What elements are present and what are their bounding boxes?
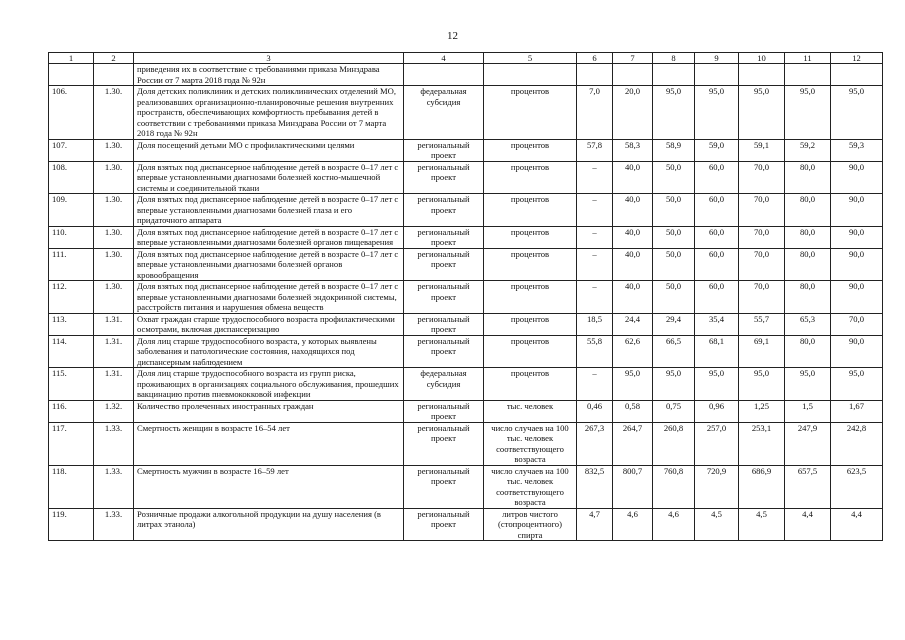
value-cell xyxy=(613,64,653,86)
funding-source: региональный проект xyxy=(404,139,484,161)
value-cell: 257,0 xyxy=(695,422,739,465)
funding-source: региональный проект xyxy=(404,508,484,541)
value-cell: 40,0 xyxy=(613,161,653,194)
value-cell: 55,8 xyxy=(577,335,613,368)
value-cell: 242,8 xyxy=(831,422,883,465)
value-cell: 267,3 xyxy=(577,422,613,465)
value-cell: 57,8 xyxy=(577,139,613,161)
value-cell: 35,4 xyxy=(695,313,739,335)
value-cell: 40,0 xyxy=(613,248,653,281)
value-cell: 58,9 xyxy=(653,139,695,161)
funding-source: региональный проект xyxy=(404,400,484,422)
unit-of-measure: процентов xyxy=(484,248,577,281)
value-cell: 832,5 xyxy=(577,465,613,508)
table-row xyxy=(49,86,883,140)
value-cell: 18,5 xyxy=(577,313,613,335)
table-row xyxy=(49,194,883,227)
value-cell: 95,0 xyxy=(739,86,785,140)
column-header: 7 xyxy=(613,53,653,64)
value-cell: 29,4 xyxy=(653,313,695,335)
value-cell: 50,0 xyxy=(653,194,695,227)
value-cell: 4,6 xyxy=(613,508,653,541)
section-code xyxy=(94,64,134,86)
value-cell: 70,0 xyxy=(739,281,785,314)
row-number: 106. xyxy=(49,86,94,140)
value-cell: 80,0 xyxy=(785,335,831,368)
value-cell: 95,0 xyxy=(785,368,831,401)
value-cell: 95,0 xyxy=(613,368,653,401)
value-cell: 50,0 xyxy=(653,281,695,314)
value-cell: 90,0 xyxy=(831,281,883,314)
value-cell: 69,1 xyxy=(739,335,785,368)
section-code: 1.31. xyxy=(94,313,134,335)
unit-of-measure: процентов xyxy=(484,335,577,368)
row-number: 109. xyxy=(49,194,94,227)
value-cell: 59,3 xyxy=(831,139,883,161)
indicator-name: Смертность мужчин в возрасте 16–59 лет xyxy=(134,465,404,508)
value-cell: 80,0 xyxy=(785,194,831,227)
indicators-table xyxy=(48,52,883,541)
value-cell: 95,0 xyxy=(785,86,831,140)
unit-of-measure: процентов xyxy=(484,281,577,314)
funding-source: региональный проект xyxy=(404,313,484,335)
value-cell xyxy=(785,64,831,86)
table-row xyxy=(49,368,883,401)
value-cell: – xyxy=(577,194,613,227)
value-cell: 20,0 xyxy=(613,86,653,140)
value-cell: 1,5 xyxy=(785,400,831,422)
value-cell: 623,5 xyxy=(831,465,883,508)
unit-of-measure: процентов xyxy=(484,226,577,248)
indicator-name: Доля взятых под диспансерное наблюдение детей в возрасте 0–17 лет с впервые установленными диагнозами болезней глаза и его придаточного аппарата xyxy=(134,194,404,227)
table-row xyxy=(49,248,883,281)
value-cell: 4,5 xyxy=(695,508,739,541)
section-code: 1.30. xyxy=(94,248,134,281)
value-cell: 70,0 xyxy=(739,161,785,194)
value-cell xyxy=(739,64,785,86)
value-cell: 90,0 xyxy=(831,226,883,248)
value-cell: 760,8 xyxy=(653,465,695,508)
unit-of-measure: литров чистого (стопроцентного) спирта xyxy=(484,508,577,541)
value-cell: 95,0 xyxy=(831,368,883,401)
value-cell xyxy=(653,64,695,86)
page-number: 12 xyxy=(447,30,458,42)
funding-source: федеральная субсидия xyxy=(404,86,484,140)
value-cell: 59,1 xyxy=(739,139,785,161)
value-cell: 90,0 xyxy=(831,335,883,368)
column-header: 6 xyxy=(577,53,613,64)
value-cell: – xyxy=(577,248,613,281)
funding-source: региональный проект xyxy=(404,194,484,227)
value-cell: 70,0 xyxy=(739,194,785,227)
table-row xyxy=(49,313,883,335)
row-number: 110. xyxy=(49,226,94,248)
unit-of-measure: число случаев на 100 тыс. человек соответствующего возраста xyxy=(484,465,577,508)
value-cell: 58,3 xyxy=(613,139,653,161)
value-cell: 59,0 xyxy=(695,139,739,161)
value-cell: 1,25 xyxy=(739,400,785,422)
value-cell: 657,5 xyxy=(785,465,831,508)
unit-of-measure: процентов xyxy=(484,368,577,401)
section-code: 1.30. xyxy=(94,139,134,161)
unit-of-measure: число случаев на 100 тыс. человек соответствующего возраста xyxy=(484,422,577,465)
column-header: 10 xyxy=(739,53,785,64)
value-cell: 95,0 xyxy=(739,368,785,401)
unit-of-measure xyxy=(484,64,577,86)
section-code: 1.30. xyxy=(94,226,134,248)
value-cell: 70,0 xyxy=(739,248,785,281)
column-header: 5 xyxy=(484,53,577,64)
section-code: 1.31. xyxy=(94,368,134,401)
value-cell: 0,96 xyxy=(695,400,739,422)
value-cell: – xyxy=(577,368,613,401)
value-cell: 80,0 xyxy=(785,248,831,281)
value-cell: 50,0 xyxy=(653,248,695,281)
value-cell: 80,0 xyxy=(785,161,831,194)
table-row xyxy=(49,422,883,465)
unit-of-measure: процентов xyxy=(484,313,577,335)
table-row xyxy=(49,281,883,314)
row-number xyxy=(49,64,94,86)
unit-of-measure: тыс. человек xyxy=(484,400,577,422)
funding-source: региональный проект xyxy=(404,335,484,368)
column-header: 8 xyxy=(653,53,695,64)
section-code: 1.30. xyxy=(94,194,134,227)
value-cell: 4,7 xyxy=(577,508,613,541)
column-header: 9 xyxy=(695,53,739,64)
funding-source xyxy=(404,64,484,86)
value-cell: 80,0 xyxy=(785,226,831,248)
column-header: 1 xyxy=(49,53,94,64)
section-code: 1.30. xyxy=(94,161,134,194)
value-cell: 0,58 xyxy=(613,400,653,422)
funding-source: региональный проект xyxy=(404,281,484,314)
section-code: 1.33. xyxy=(94,465,134,508)
value-cell: 68,1 xyxy=(695,335,739,368)
column-header: 4 xyxy=(404,53,484,64)
column-header: 11 xyxy=(785,53,831,64)
value-cell: – xyxy=(577,161,613,194)
funding-source: региональный проект xyxy=(404,465,484,508)
value-cell: 50,0 xyxy=(653,161,695,194)
indicator-name: Доля лиц старше трудоспособного возраста из групп риска, проживающих в организациях социального обслуживания, прошедших вакцинацию против пневмококковой инфекции xyxy=(134,368,404,401)
indicator-name: Смертность женщин в возрасте 16–54 лет xyxy=(134,422,404,465)
unit-of-measure: процентов xyxy=(484,86,577,140)
row-number: 107. xyxy=(49,139,94,161)
table-row xyxy=(49,400,883,422)
column-number-row xyxy=(49,53,883,64)
value-cell: 7,0 xyxy=(577,86,613,140)
value-cell: – xyxy=(577,281,613,314)
column-header: 2 xyxy=(94,53,134,64)
column-header: 12 xyxy=(831,53,883,64)
value-cell: 40,0 xyxy=(613,194,653,227)
funding-source: федеральная субсидия xyxy=(404,368,484,401)
section-code: 1.31. xyxy=(94,335,134,368)
indicator-name: Доля взятых под диспансерное наблюдение детей в возрасте 0–17 лет с впервые установленными диагнозами болезней костно-мышечной системы и соединительной ткани xyxy=(134,161,404,194)
value-cell: 90,0 xyxy=(831,248,883,281)
indicator-name: Доля посещений детьми МО с профилактическими целями xyxy=(134,139,404,161)
value-cell: 55,7 xyxy=(739,313,785,335)
value-cell: 66,5 xyxy=(653,335,695,368)
funding-source: региональный проект xyxy=(404,226,484,248)
table-row xyxy=(49,508,883,541)
value-cell: 4,6 xyxy=(653,508,695,541)
value-cell: 24,4 xyxy=(613,313,653,335)
value-cell: 80,0 xyxy=(785,281,831,314)
value-cell: 686,9 xyxy=(739,465,785,508)
row-number: 108. xyxy=(49,161,94,194)
value-cell: 264,7 xyxy=(613,422,653,465)
table-row xyxy=(49,465,883,508)
value-cell: 60,0 xyxy=(695,248,739,281)
table-row xyxy=(49,64,883,86)
section-code: 1.30. xyxy=(94,281,134,314)
value-cell xyxy=(577,64,613,86)
row-number: 118. xyxy=(49,465,94,508)
value-cell: 40,0 xyxy=(613,281,653,314)
value-cell: 90,0 xyxy=(831,161,883,194)
indicator-name: Доля лиц старше трудоспособного возраста, у которых выявлены заболевания и патологические состояния, находящихся под диспансерным наблюдением xyxy=(134,335,404,368)
row-number: 111. xyxy=(49,248,94,281)
value-cell: 40,0 xyxy=(613,226,653,248)
value-cell: – xyxy=(577,226,613,248)
table-row xyxy=(49,226,883,248)
table-row xyxy=(49,335,883,368)
value-cell: 0,46 xyxy=(577,400,613,422)
indicator-name: Розничные продажи алкогольной продукции на душу населения (в литрах этанола) xyxy=(134,508,404,541)
value-cell: 60,0 xyxy=(695,194,739,227)
value-cell: 65,3 xyxy=(785,313,831,335)
funding-source: региональный проект xyxy=(404,248,484,281)
row-number: 113. xyxy=(49,313,94,335)
value-cell: 0,75 xyxy=(653,400,695,422)
row-number: 115. xyxy=(49,368,94,401)
value-cell: 59,2 xyxy=(785,139,831,161)
section-code: 1.33. xyxy=(94,508,134,541)
indicator-name: Доля взятых под диспансерное наблюдение детей в возрасте 0–17 лет с впервые установленными диагнозами болезней органов пищеварения xyxy=(134,226,404,248)
value-cell: 800,7 xyxy=(613,465,653,508)
value-cell: 62,6 xyxy=(613,335,653,368)
row-number: 117. xyxy=(49,422,94,465)
indicator-name: Доля взятых под диспансерное наблюдение детей в возрасте 0–17 лет с впервые установленными диагнозами болезней эндокринной системы, расстройств питания и нарушения обмена веществ xyxy=(134,281,404,314)
value-cell: 95,0 xyxy=(695,86,739,140)
row-number: 119. xyxy=(49,508,94,541)
funding-source: региональный проект xyxy=(404,161,484,194)
indicator-name: приведения их в соответствие с требованиями приказа Минздрава России от 7 марта 2018 года № 92н xyxy=(134,64,404,86)
indicator-name: Охват граждан старше трудоспособного возраста профилактическими осмотрами, включая диспансеризацию xyxy=(134,313,404,335)
indicator-name: Доля взятых под диспансерное наблюдение детей в возрасте 0–17 лет с впервые установленными диагнозами болезней органов кровообращения xyxy=(134,248,404,281)
row-number: 116. xyxy=(49,400,94,422)
value-cell: 253,1 xyxy=(739,422,785,465)
value-cell: 50,0 xyxy=(653,226,695,248)
unit-of-measure: процентов xyxy=(484,161,577,194)
value-cell: 60,0 xyxy=(695,226,739,248)
table-row xyxy=(49,161,883,194)
value-cell xyxy=(695,64,739,86)
value-cell: 60,0 xyxy=(695,161,739,194)
indicator-name: Количество пролеченных иностранных граждан xyxy=(134,400,404,422)
value-cell: 70,0 xyxy=(831,313,883,335)
table-row xyxy=(49,139,883,161)
row-number: 114. xyxy=(49,335,94,368)
funding-source: региональный проект xyxy=(404,422,484,465)
value-cell: 90,0 xyxy=(831,194,883,227)
value-cell: 247,9 xyxy=(785,422,831,465)
value-cell: 4,5 xyxy=(739,508,785,541)
value-cell: 95,0 xyxy=(653,368,695,401)
value-cell: 60,0 xyxy=(695,281,739,314)
value-cell: 95,0 xyxy=(695,368,739,401)
unit-of-measure: процентов xyxy=(484,139,577,161)
section-code: 1.30. xyxy=(94,86,134,140)
value-cell: 70,0 xyxy=(739,226,785,248)
value-cell: 95,0 xyxy=(831,86,883,140)
column-header: 3 xyxy=(134,53,404,64)
value-cell: 95,0 xyxy=(653,86,695,140)
value-cell: 260,8 xyxy=(653,422,695,465)
section-code: 1.32. xyxy=(94,400,134,422)
value-cell: 720,9 xyxy=(695,465,739,508)
value-cell xyxy=(831,64,883,86)
unit-of-measure: процентов xyxy=(484,194,577,227)
indicator-name: Доля детских поликлиник и детских поликлинических отделений МО, реализовавших организационно-планировочные решения внутренних пространств, обеспечивающих комфортность пребывания детей в соответствии с требованиями приказа Минздрава России от 7 марта 2018 года № 92н xyxy=(134,86,404,140)
section-code: 1.33. xyxy=(94,422,134,465)
value-cell: 4,4 xyxy=(831,508,883,541)
row-number: 112. xyxy=(49,281,94,314)
value-cell: 1,67 xyxy=(831,400,883,422)
value-cell: 4,4 xyxy=(785,508,831,541)
